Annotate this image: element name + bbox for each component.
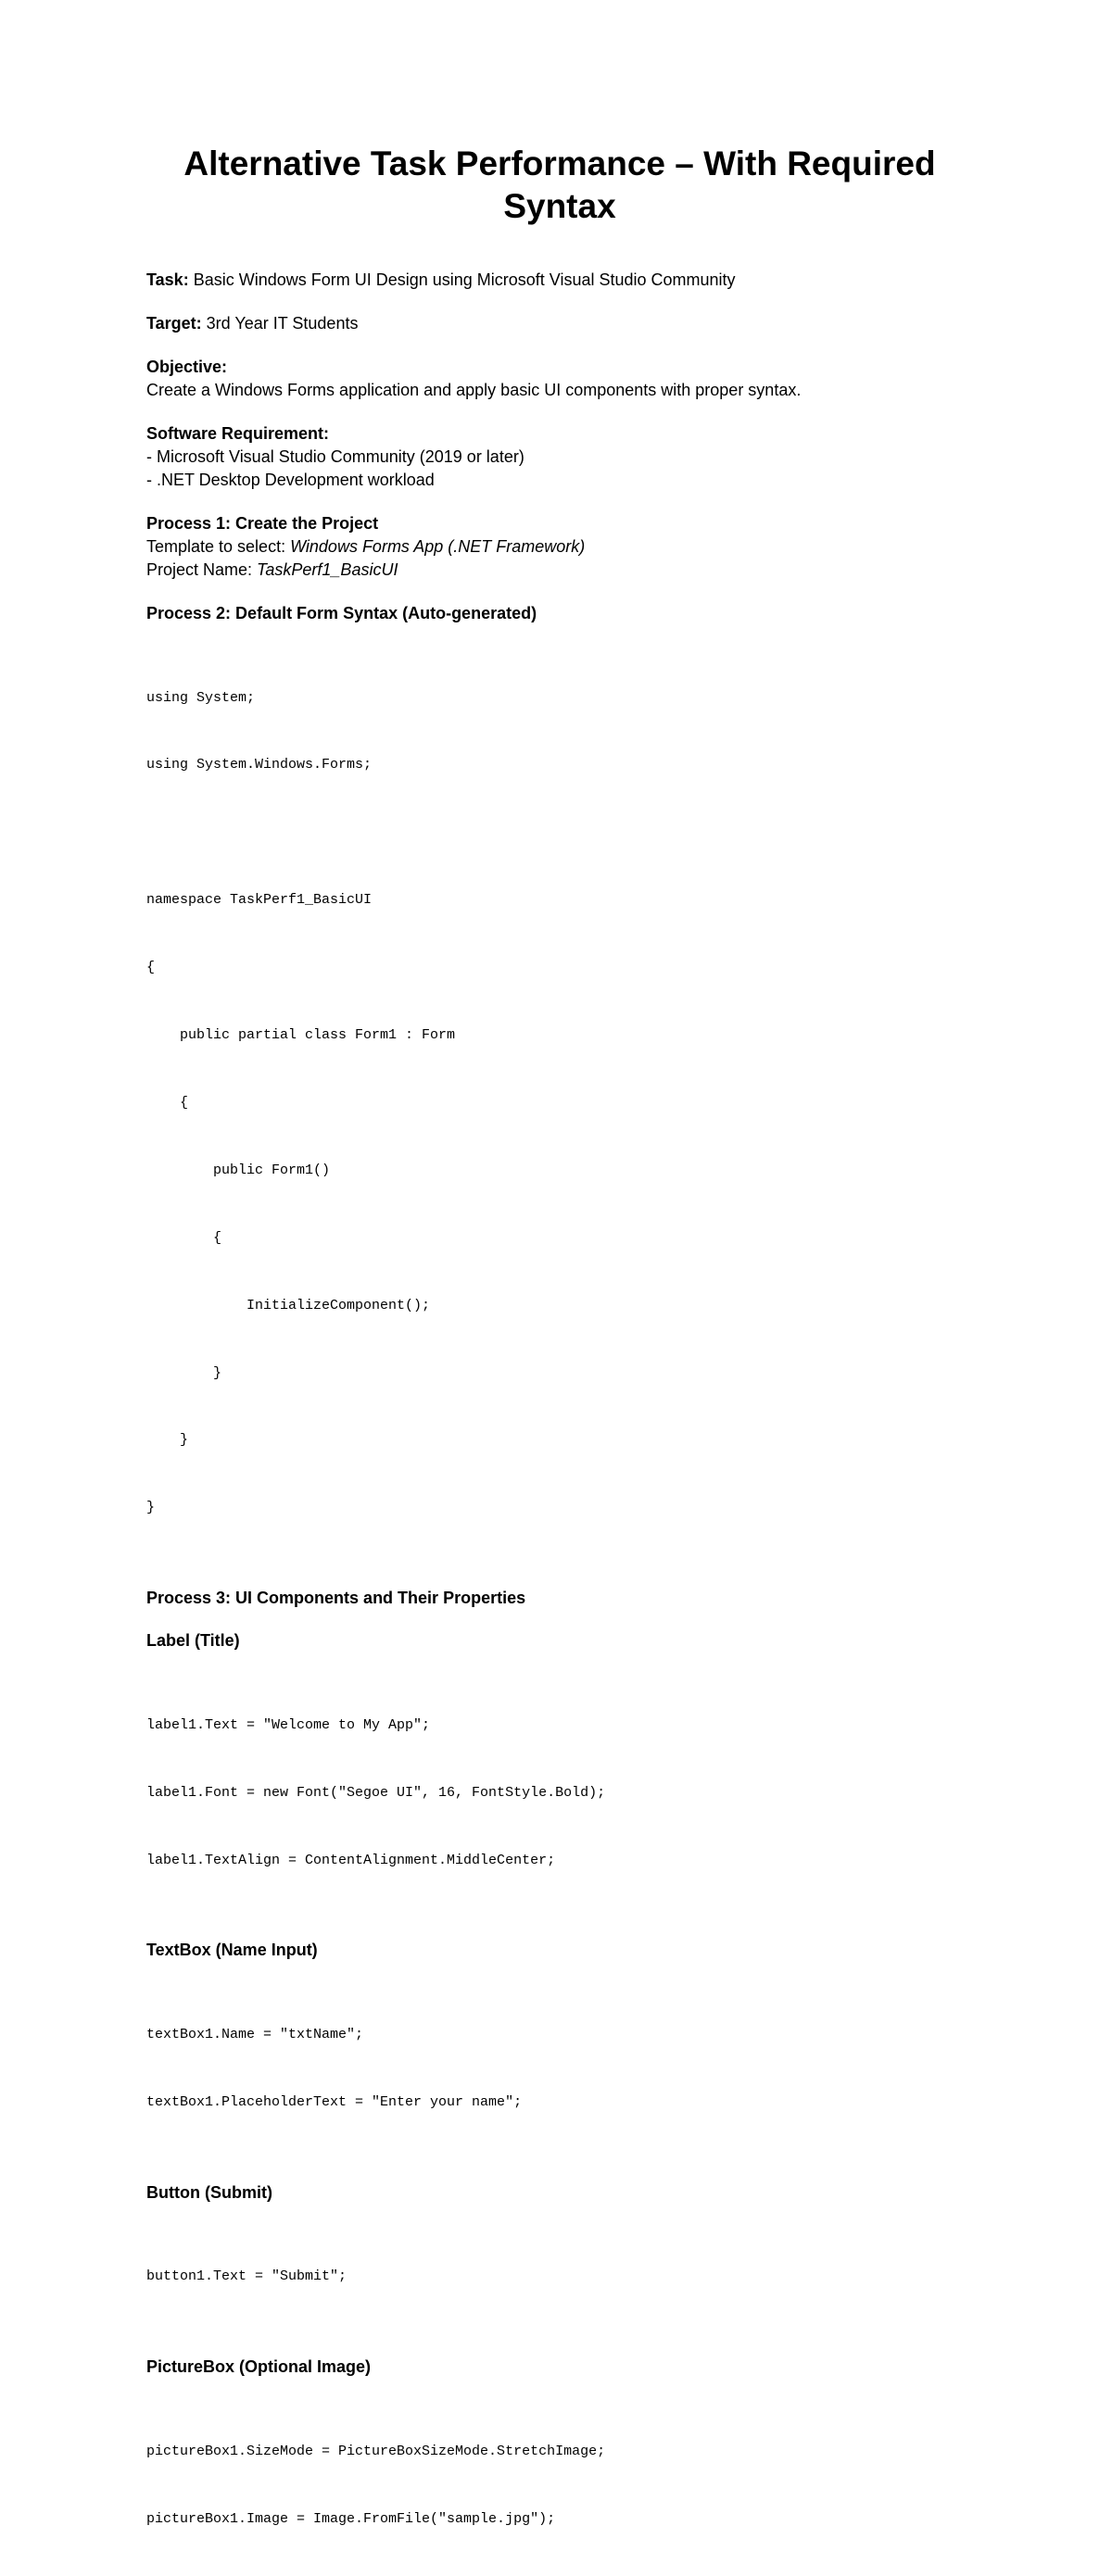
label-section-heading: Label (Title) (146, 1631, 240, 1651)
code-line: label1.Text = "Welcome to My App"; (146, 1716, 431, 1733)
target-value: 3rd Year IT Students (201, 314, 359, 333)
label-code-block (146, 1669, 973, 1916)
code-line: label1.TextAlign = ContentAlignment.MiddleCenter; (146, 1852, 556, 1868)
code-line: textBox1.Name = "txtName"; (146, 2027, 364, 2043)
code-line: using System; (146, 689, 256, 706)
code-line: } (146, 1364, 222, 1381)
default-form-code-block (146, 642, 973, 1564)
objective-text: Create a Windows Forms application and apply basic UI components with proper syntax. (146, 381, 802, 399)
project-name-label: Project Name: (146, 560, 258, 579)
software-section (146, 422, 973, 492)
target-line (146, 312, 973, 335)
target-label: Target: (146, 314, 202, 333)
task-line (146, 269, 973, 292)
code-line: pictureBox1.Image = Image.FromFile("sample.jpg"); (146, 2510, 556, 2527)
code-line: label1.Font = new Font("Segoe UI", 16, FontStyle.Bold); (146, 1784, 606, 1801)
objective-section (146, 356, 973, 402)
process3-heading: Process 3: UI Components and Their Properties (146, 1589, 526, 1608)
code-line (146, 822, 973, 844)
code-line: InitializeComponent(); (146, 1297, 431, 1313)
process2-heading: Process 2: Default Form Syntax (Auto-generated) (146, 604, 537, 622)
software-label: Software Requirement: (146, 424, 330, 443)
task-label: Task: (146, 270, 189, 289)
button-code-block (146, 2221, 973, 2333)
code-line: } (146, 1432, 189, 1449)
picturebox-section-heading: PictureBox (Optional Image) (146, 2357, 372, 2377)
button-section-heading: Button (Submit) (146, 2182, 272, 2202)
code-line: public partial class Form1 : Form (146, 1027, 456, 1044)
textbox-code-block (146, 1979, 973, 2158)
process2-section (146, 602, 973, 1564)
code-line: { (146, 1094, 189, 1111)
code-line: { (146, 960, 156, 976)
code-line: { (146, 1229, 222, 1246)
template-value: Windows Forms App (.NET Framework) (290, 537, 586, 556)
picturebox-code-block (146, 2395, 973, 2575)
code-line: } (146, 1500, 156, 1516)
software-item: - Microsoft Visual Studio Community (2019 or later) (146, 447, 524, 466)
code-line: button1.Text = "Submit"; (146, 2268, 348, 2285)
template-line (146, 535, 973, 559)
code-line: namespace TaskPerf1_BasicUI (146, 892, 373, 909)
code-line: using System.Windows.Forms; (146, 757, 373, 773)
code-line: textBox1.PlaceholderText = "Enter your name"; (146, 2093, 523, 2110)
project-name-line (146, 559, 973, 582)
textbox-section-heading: TextBox (Name Input) (146, 1941, 318, 1960)
process1-section (146, 512, 973, 582)
objective-label: Objective: (146, 358, 228, 376)
code-line: pictureBox1.SizeMode = PictureBoxSizeMode.StretchImage; (146, 2443, 606, 2459)
software-item: - .NET Desktop Development workload (146, 471, 435, 489)
code-line: public Form1() (146, 1162, 331, 1178)
project-name-value: TaskPerf1_BasicUI (257, 560, 398, 579)
process3-section (146, 1587, 973, 2576)
task-value: Basic Windows Form UI Design using Microsoft Visual Studio Community (188, 270, 736, 289)
template-label: Template to select: (146, 537, 291, 556)
process1-heading: Process 1: Create the Project (146, 514, 379, 533)
document-title: Alternative Task Performance – With Required Syntax (183, 145, 936, 225)
